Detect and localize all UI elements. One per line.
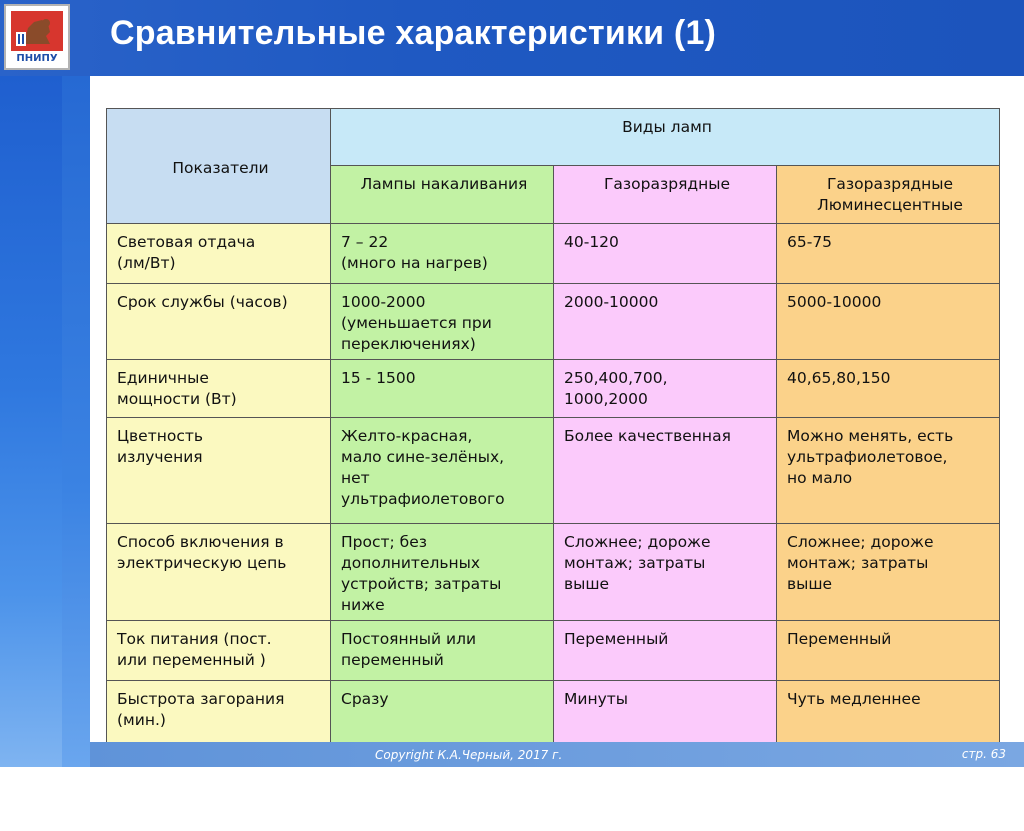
cell-line: 250,400,700,: [564, 369, 668, 387]
row-label: [107, 621, 331, 681]
row-label-line: Способ включения в: [117, 533, 284, 551]
cell-line: ультрафиолетовое,: [787, 448, 948, 466]
cell-line: Прост; без: [341, 533, 428, 551]
table-row: [107, 360, 1000, 418]
row-label-line: Срок службы (часов): [117, 293, 288, 311]
left-decorative-strip: [0, 76, 90, 767]
row-label: [107, 224, 331, 284]
table-cell: [331, 524, 554, 621]
table-cell: [554, 418, 777, 524]
svg-text:ПНИПУ: ПНИПУ: [16, 53, 58, 64]
table-cell: [777, 681, 1000, 743]
cell-line: 65-75: [787, 233, 833, 251]
cell-line: Чуть медленнее: [787, 690, 921, 708]
cell-line: Постоянный или: [341, 630, 477, 648]
column-header-line: Лампы накаливания: [360, 175, 528, 193]
row-label: [107, 681, 331, 743]
table-row: [107, 284, 1000, 360]
table-cell: [777, 418, 1000, 524]
table-cell: [554, 621, 777, 681]
cell-line: выше: [787, 575, 833, 593]
table-cell: [331, 621, 554, 681]
comparison-table: [106, 108, 1000, 743]
table-cell: [777, 360, 1000, 418]
row-label-line: (лм/Вт): [117, 254, 176, 272]
cell-line: Переменный: [564, 630, 669, 648]
column-header-gas-discharge: [554, 166, 777, 224]
row-label-line: Цветность: [117, 427, 204, 445]
table-cell: [554, 681, 777, 743]
table-cell: [554, 360, 777, 418]
cell-line: 2000-10000: [564, 293, 659, 311]
table-row: [107, 681, 1000, 743]
row-label-line: электрическую цепь: [117, 554, 287, 572]
row-label-line: излучения: [117, 448, 203, 466]
lamp-types-header: Виды ламп: [331, 109, 1000, 166]
cell-line: ниже: [341, 596, 385, 614]
cell-line: переключениях): [341, 335, 476, 353]
row-label-line: мощности (Вт): [117, 390, 237, 408]
cell-line: Переменный: [787, 630, 892, 648]
row-label-line: (мин.): [117, 711, 166, 729]
cell-line: Сразу: [341, 690, 389, 708]
table-cell: [331, 681, 554, 743]
page-title: Сравнительные характеристики (1): [110, 14, 717, 52]
cell-line: мало сине-зелёных,: [341, 448, 505, 466]
cell-line: выше: [564, 575, 610, 593]
cell-line: но мало: [787, 469, 853, 487]
slide-header: [0, 0, 1024, 76]
row-label-line: или переменный ): [117, 651, 266, 669]
university-logo: [4, 4, 70, 70]
cell-line: 40-120: [564, 233, 619, 251]
table-cell: [554, 284, 777, 360]
column-header-incandescent: [331, 166, 554, 224]
cell-line: 7 – 22: [341, 233, 389, 251]
indicators-header: Показатели: [107, 109, 331, 224]
cell-line: 1000,2000: [564, 390, 648, 408]
table-cell: [554, 524, 777, 621]
cell-line: Можно менять, есть: [787, 427, 954, 445]
table-row: [107, 418, 1000, 524]
cell-line: Желто-красная,: [341, 427, 473, 445]
cell-line: Сложнее; дороже: [564, 533, 711, 551]
cell-line: 15 - 1500: [341, 369, 416, 387]
column-header-line: Газоразрядные: [826, 175, 954, 193]
cell-line: нет: [341, 469, 370, 487]
cell-line: монтаж; затраты: [564, 554, 706, 572]
bear-emblem-icon: [6, 6, 68, 68]
table-row: [107, 621, 1000, 681]
table-cell: [777, 621, 1000, 681]
table-cell: [554, 224, 777, 284]
row-label: [107, 418, 331, 524]
cell-line: (уменьшается при: [341, 314, 492, 332]
cell-line: 5000-10000: [787, 293, 882, 311]
copyright-text: Copyright К.А.Черный, 2017 г.: [375, 748, 563, 762]
table-row: [107, 224, 1000, 284]
row-label: [107, 524, 331, 621]
table-cell: [777, 524, 1000, 621]
cell-line: Более качественная: [564, 427, 731, 445]
cell-line: Минуты: [564, 690, 629, 708]
table-cell: [331, 360, 554, 418]
column-header-line: Люминесцентные: [817, 196, 963, 214]
cell-line: 1000-2000: [341, 293, 426, 311]
page-number: стр. 63: [961, 747, 1006, 761]
row-label-line: Быстрота загорания: [117, 690, 285, 708]
cell-line: ультрафиолетового: [341, 490, 505, 508]
cell-line: переменный: [341, 651, 444, 669]
row-label-line: Единичные: [117, 369, 209, 387]
table-cell: [777, 224, 1000, 284]
table-cell: [331, 284, 554, 360]
column-header-line: Газоразрядные: [603, 175, 731, 193]
cell-line: (много на нагрев): [341, 254, 488, 272]
row-label-line: Световая отдача: [117, 233, 256, 251]
cell-line: дополнительных: [341, 554, 481, 572]
row-label: [107, 360, 331, 418]
row-label: [107, 284, 331, 360]
table-cell: [331, 224, 554, 284]
table-cell: [777, 284, 1000, 360]
table-cell: [331, 418, 554, 524]
column-header-fluorescent: [777, 166, 1000, 224]
squares-decoration-icon: [10, 781, 64, 831]
row-label-line: Ток питания (пост.: [117, 630, 272, 648]
cell-line: устройств; затраты: [341, 575, 502, 593]
cell-line: 40,65,80,150: [787, 369, 891, 387]
cell-line: монтаж; затраты: [787, 554, 929, 572]
cell-line: Сложнее; дороже: [787, 533, 934, 551]
slide-footer: [90, 742, 1024, 767]
table-row: [107, 524, 1000, 621]
